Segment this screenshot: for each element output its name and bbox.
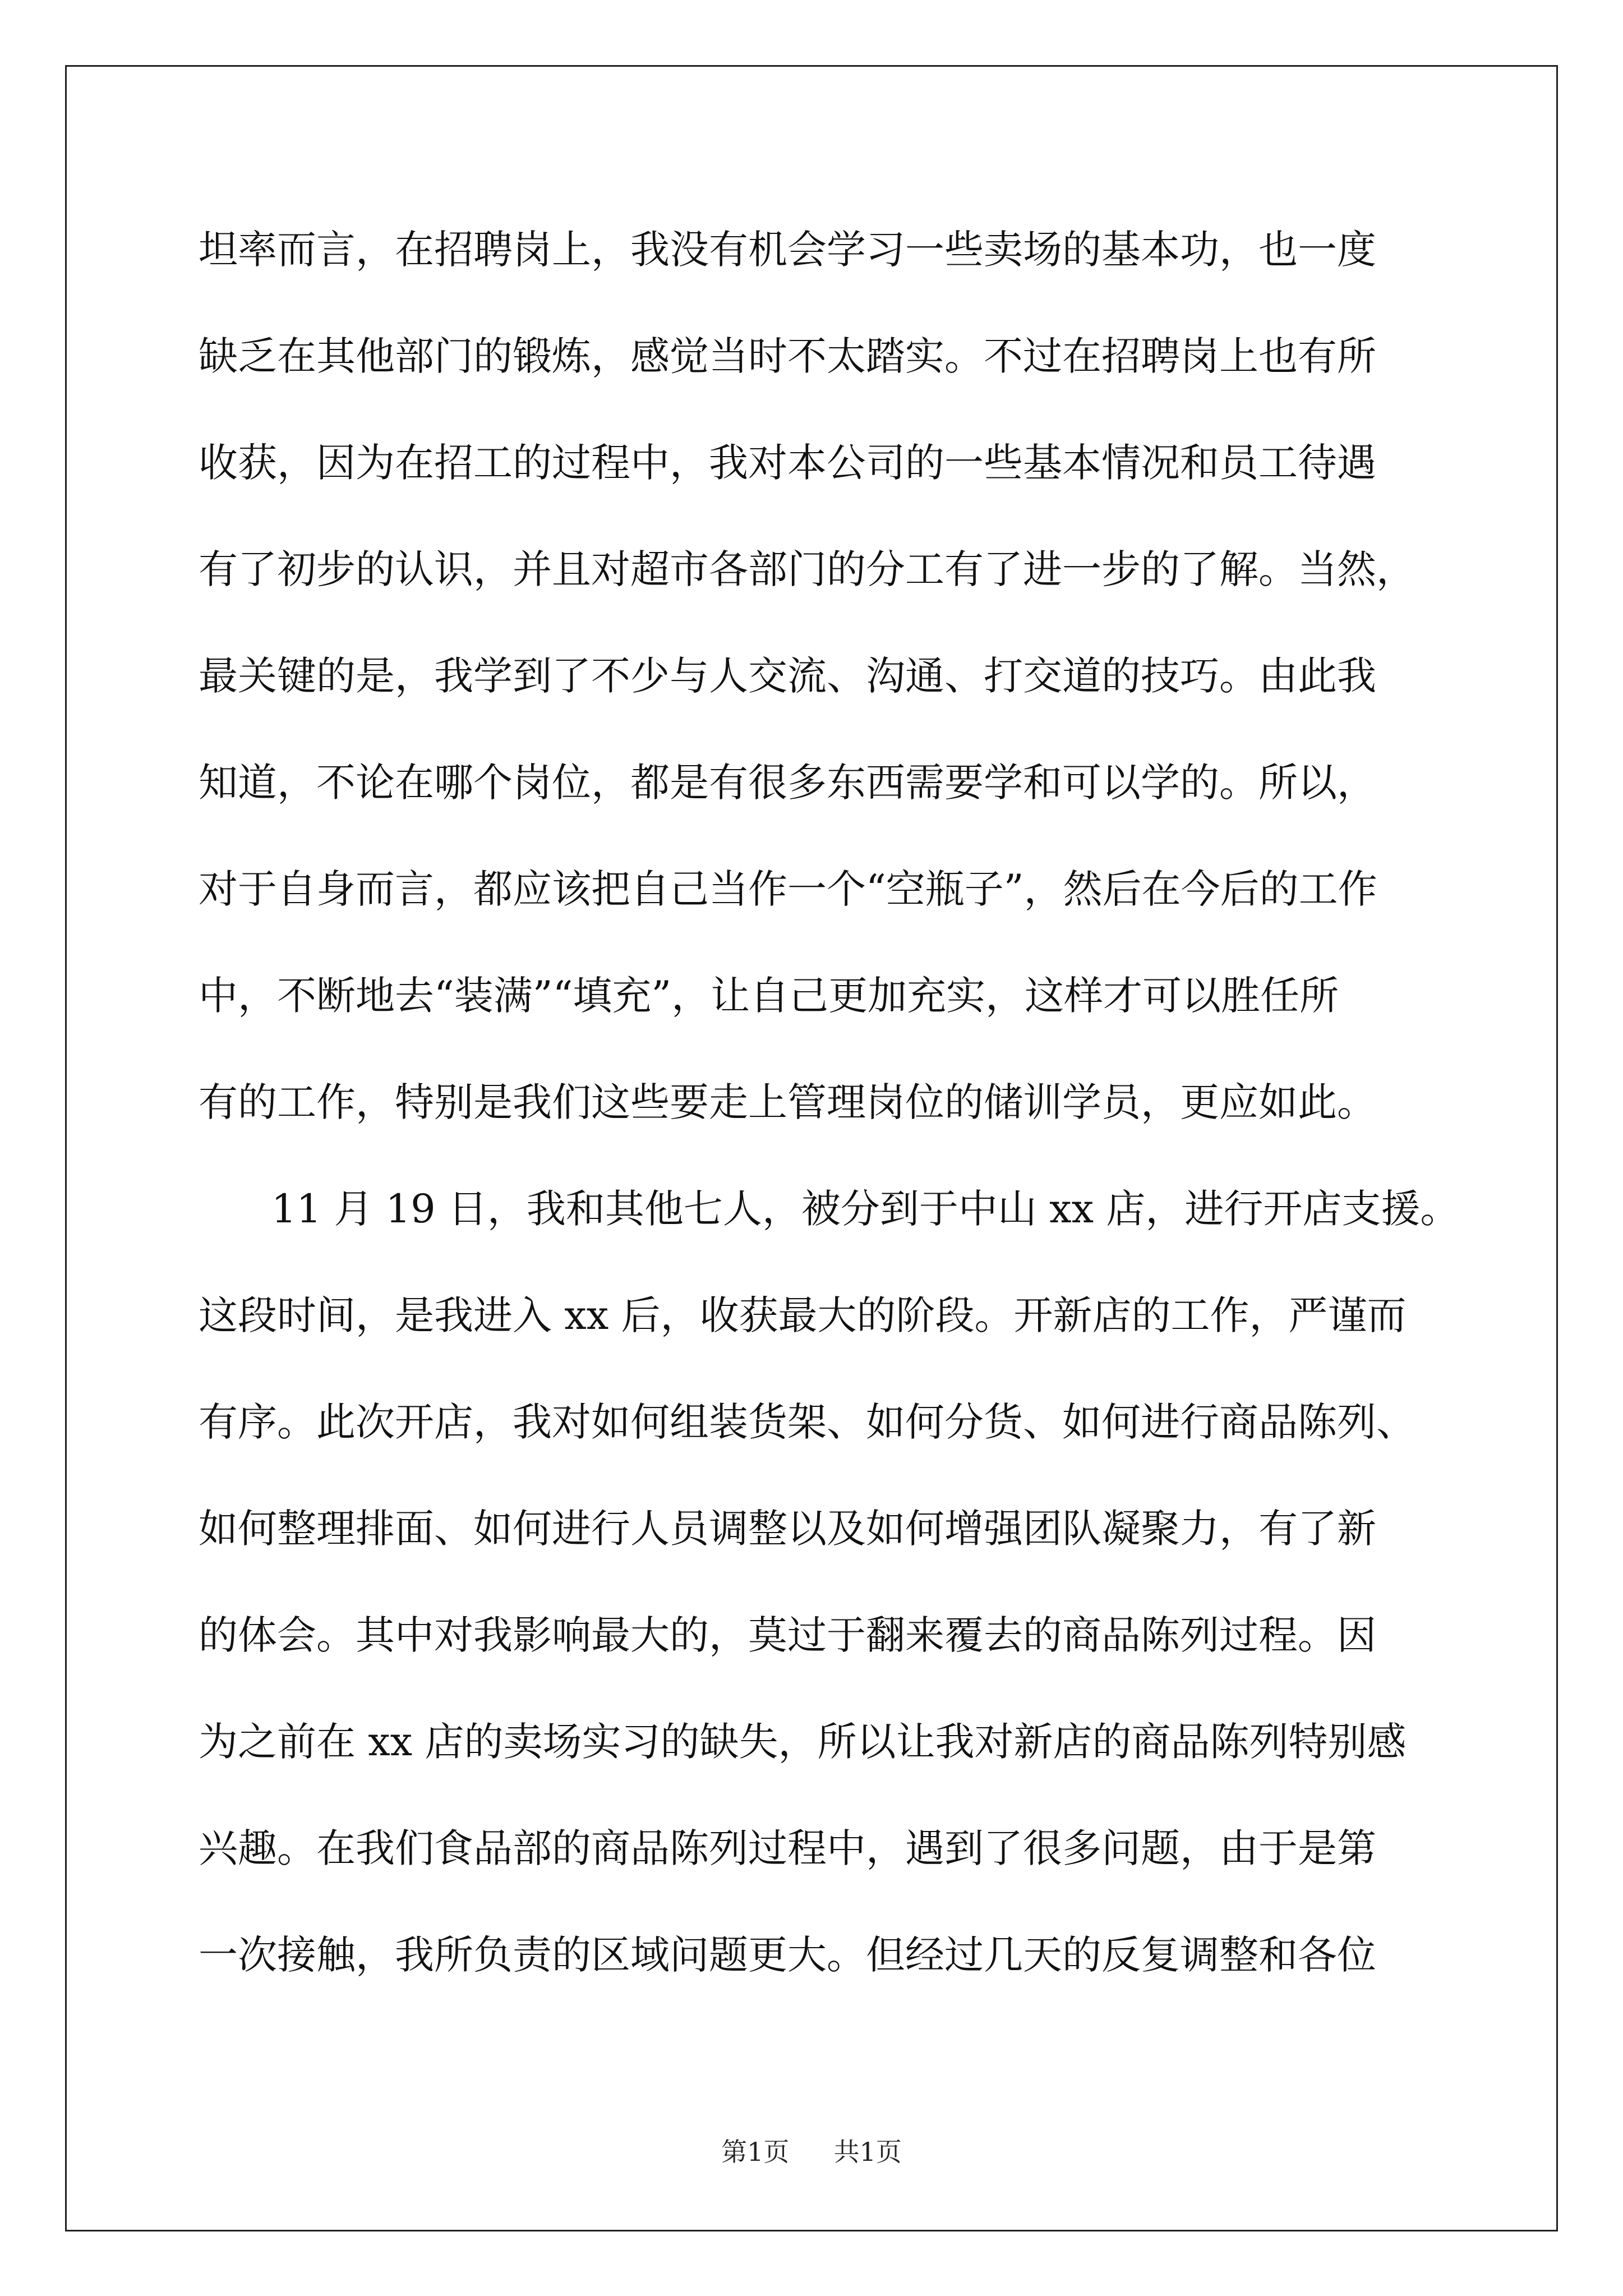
text-line: 兴趣。在我们食品部的商品陈列过程中，遇到了很多问题，由于是第 bbox=[199, 1825, 1376, 1871]
paragraph-start-line: 11 月 19 日，我和其他七人，被分到于中山 xx 店，进行开店支援。 bbox=[271, 1186, 1460, 1232]
text-line: 有了初步的认识，并且对超市各部门的分工有了进一步的了解。当然， bbox=[199, 546, 1415, 592]
text-line: 为之前在 xx 店的卖场实习的缺失，所以让我对新店的商品陈列特别感 bbox=[199, 1719, 1407, 1765]
page-total: 共1页 bbox=[833, 2137, 902, 2167]
page-footer bbox=[0, 2132, 1623, 2169]
text-line: 如何整理排面、如何进行人员调整以及如何增强团队凝聚力，有了新 bbox=[199, 1506, 1376, 1552]
text-line: 最关键的是，我学到了不少与人交流、沟通、打交道的技巧。由此我 bbox=[199, 653, 1376, 699]
document-body bbox=[199, 213, 1460, 2025]
page-number: 第1页 bbox=[721, 2137, 790, 2167]
text-line: 对于自身而言，都应该把自己当作一个“空瓶子”，然后在今后的工作 bbox=[199, 866, 1377, 912]
text-line: 中，不断地去“装满”“填充”，让自己更加充实，这样才可以胜任所 bbox=[199, 973, 1339, 1019]
text-line: 有序。此次开店，我对如何组装货架、如何分货、如何进行商品陈列、 bbox=[199, 1399, 1415, 1445]
text-line: 知道，不论在哪个岗位，都是有很多东西需要学和可以学的。所以， bbox=[199, 760, 1376, 806]
text-line: 这段时间，是我进入 xx 后，收获最大的阶段。开新店的工作，严谨而 bbox=[199, 1292, 1407, 1338]
text-line: 有的工作，特别是我们这些要走上管理岗位的储训学员，更应如此。 bbox=[199, 1079, 1376, 1125]
text-line: 缺乏在其他部门的锻炼，感觉当时不太踏实。不过在招聘岗上也有所 bbox=[199, 333, 1376, 379]
text-line: 坦率而言，在招聘岗上，我没有机会学习一些卖场的基本功，也一度 bbox=[199, 227, 1376, 273]
text-line: 一次接触，我所负责的区域问题更大。但经过几天的反复调整和各位 bbox=[199, 1932, 1376, 1978]
text-line: 的体会。其中对我影响最大的，莫过于翻来覆去的商品陈列过程。因 bbox=[199, 1612, 1376, 1658]
text-line: 收获，因为在招工的过程中，我对本公司的一些基本情况和员工待遇 bbox=[199, 440, 1376, 486]
